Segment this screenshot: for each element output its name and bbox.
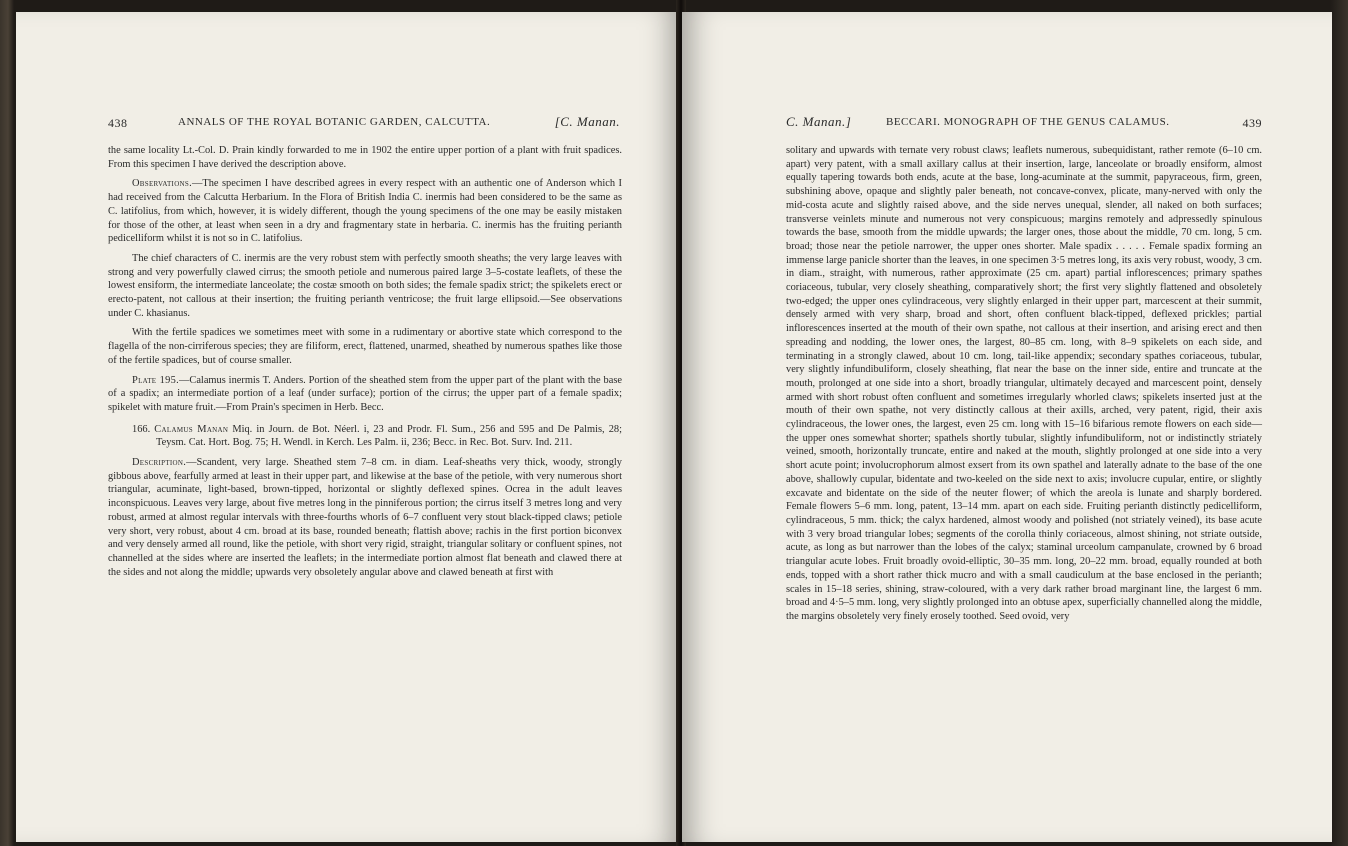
paragraph: With the fertile spadices we sometimes meet with some in a rudimentary or abortive state which correspond to the flagella of the non-cirriferous species; they are filiform, erect, flattened, unarmed, sheathed by numerous spathes like those of the fertile spadices, but of course smaller.	[108, 327, 622, 366]
paragraph-lead: Plate 195.	[132, 374, 179, 386]
description-paragraph	[108, 456, 622, 579]
species-number: 166.	[132, 423, 151, 435]
page-number: 438	[108, 116, 128, 130]
observations-paragraph	[108, 177, 622, 246]
species-name: Calamus Manan	[154, 423, 229, 435]
right-page-header	[786, 116, 1262, 136]
paragraph-lead: Description.	[132, 457, 187, 469]
paragraph: The chief characters of C. inermis are the very robust stem with perfectly smooth sheaths; the very large leaves with strong and very powerfully clawed cirrus; the smooth petiole and numerous paired large 3–5-costate leaflets, of these the lowest ensiform, the intermediate lanceolate; the costæ smooth on both sides; the female spadix strict; the spikelets erect or erecto-patent, not callous at their insertion; the fruiting perianth ventricose; the fruit large ellipsoid.—See observations under C. khasianus.	[108, 252, 622, 319]
paragraph-text: —Calamus inermis T. Anders. Portion of the sheathed stem from the upper part of the plant with the base of a spadix; an intermediate portion of a leaf (under surface); portion of the cirrus; the upper part of a female spadix; spikelet with mature fruit.—From Prain's specimen in Herb. Becc.	[108, 374, 622, 413]
left-page	[16, 12, 680, 842]
plate-paragraph	[108, 374, 622, 415]
paragraph-text: —Scandent, very large. Sheathed stem 7–8 cm. in diam. Leaf-sheaths very thick, woody, strongly gibbous above, fearfully armed at least in their upper part, and likewise at the base of the petiole, with very numerous short triangular, acuminate, light-based, brown-tipped, horizontal or slightly deflexed spines. Ocrea in the adult leaves inconspicuous. Leaves very large, about five metres long in the pinniferous portion; the cirrus itself 3 metres long and very robust, armed at almost regular intervals with three-fourths whorls of 6–7 confluent very stout black-tipped claws; petiole very short, very robust, about 4 cm. broad at its base, rounded beneath; flattish above; rachis in the first portion biconvex and very densely armed all round, like the petiole, with short very rigid, straight, triangular solitary or confluent spines, not channelled at the sides where are inserted the leaflets; in the intermediate portion almost flat beneath and clawed there at the sides and not along the middle; upwards very obsoletely angular above and clawed beneath at first with	[108, 457, 622, 578]
species-reference	[108, 423, 622, 450]
left-page-body	[108, 144, 622, 585]
paragraph: the same locality Lt.-Col. D. Prain kindly forwarded to me in 1902 the entire upper portion of a plant with fruit spadices. From this specimen I have derived the description above.	[108, 145, 622, 170]
species-citation: Miq. in Journ. de Bot. Néerl. i, 23 and Prodr. Fl. Sum., 256 and 595 and De Palmis, 28; Teysm. Cat. Hort. Bog. 75; H. Wendl. in Kerch. Les Palm. ii, 236; Becc. in Rec. Bot. Surv. Ind. 211.	[156, 423, 622, 449]
right-page	[682, 12, 1332, 842]
paragraph-lead: Observations.	[132, 178, 192, 190]
running-title: BECCARI. MONOGRAPH OF THE GENUS CALAMUS.	[886, 116, 1170, 128]
running-title: ANNALS OF THE ROYAL BOTANIC GARDEN, CALCUTTA.	[178, 116, 491, 128]
paragraph: solitary and upwards with ternate very robust claws; leaflets numerous, subequidistant, rather remote (6–10 cm. apart) very patent, with a small axillary callus at their insertion, large, lanceolate or broadly ensiform, almost equally tapering towards both ends, acute at the base, long-acuminate at the summit, papyraceous, firm, green, subshining above, opaque and slightly paler beneath, not concave-convex, plicate, many-nerved with only the mid-costa acute and slightly raised above, and the side nerves unequal, slender, all naked on both surfaces; transverse veinlets minute and numerous not very conspicuous; margins remotely and adpressedly spinulous towards the base, smooth from the middle upwards; the larger ones, those about the middle, 70 cm. long, 5 cm. broad; those near the petiole narrower, the upper ones shorter. Male spadix . . . . . Female spadix forming an immense large panicle shorter than the leaves, in one specimen 3·5 metres long, its axis very robust, woody, 3 cm. in diam., straight, with numerous, rather approximate (25 cm. apart) partial inflorescences; primary spathes coriaceous, tubular, very closely sheathing, comparatively short; the first very slightly flattened and obsoletely two-edged; the upper ones cylindraceous, very slightly enlarged in their upper part, marcescent at their summit, densely armed with very sharp, broad and short, often confluent black-tipped, deflexed prickles; partial inflorescences inserted at the mouth of their own spathe, not callous at their insertion, and arising erect and then spreading and nodding, the lower ones, the largest, 80–85 cm. long, with 8–9 spikelets on each side, and terminating in a strongly clawed, about 10 cm. long, tail-like appendix; secondary spathes coriaceous, tubular, very slightly infundibuliform, closely sheathing, flat near the base on the inner side, entire and truncate at the mouth, prolonged at one side into a short, broadly triangular, ultimately decayed and marcescent point, densely armed with short robust often confluent and sometimes irregularly whorled claws; spikelets inserted just at the mouth of their own spathe, not very distinctly callous at their axills, arched, very patent, rigid, their axis cylindraceous, the lower ones, the largest, even 25 cm. long with 15–16 bifarious remote flowers on each side—the upper ones somewhat shorter; spathels shortly tubular, slightly infundibuliform, not or indistinctly striately veined, smooth, horizontally truncate, entire and naked at the mouth, slightly prolonged at one side into a very short acute point; involucrophorum almost exsert from its own spathel and laterally adnate to the base of the one above, shallowly cupular, bidentate and two-keeled on the side next to axis; involucre cupular, entire, or slightly excavate and bidentate on the side of the neuter flower; of which the areola is lunate and sharply bordered. Female flowers 5–6 mm. long, patent, 13–14 mm. apart on each side. Fruiting perianth distinctly pedicelliform, cylindraceous, 5 mm. thick; the calyx hardened, almost woody and polished (not striately veined), its base acute with 3 very broad triangular lobes; segments of the corolla thinly coriaceous, almost shining, not striate outside, acute, as long as but narrower than the lobes of the calyx; staminal urceolum campanulate, crowned by 6 broad triangular acute lobes. Fruit broadly ovoid-elliptic, 30–35 mm. long, 20–22 mm. broad, equally rounded at both ends, topped with a short rather thick mucro and with a small caudiculum at the base enclosed in the perianth; scales in 15–18 series, shining, straw-coloured, with a very dark rather broad marginant line, the largest 6 mm. broad and 4·5–5 mm. long, very slightly prolonged into an obtuse apex, superficially channelled along the middle, the margins obsoletely very finely erosely toothed. Seed ovoid, very	[786, 145, 1262, 622]
page-number: 439	[1242, 116, 1262, 130]
section-tag: C. Manan.]	[786, 114, 852, 129]
left-page-header	[108, 116, 620, 136]
right-page-body	[786, 144, 1262, 630]
section-tag: [C. Manan.	[554, 114, 620, 129]
paragraph-text: —The specimen I have described agrees in every respect with an authentic one of Anderson which I had received from the Calcutta Herbarium. In the Flora of British India C. inermis had been considered to be the same as C. latifolius, from which, however, it is widely different, though the young specimens of the one may be easily mistaken for those of the other, at least when seen in a dry and fragmentary state in herbaria. C. inermis has the fruiting perianth pedicelliform whilst it is not so in C. latifolius.	[108, 178, 622, 245]
